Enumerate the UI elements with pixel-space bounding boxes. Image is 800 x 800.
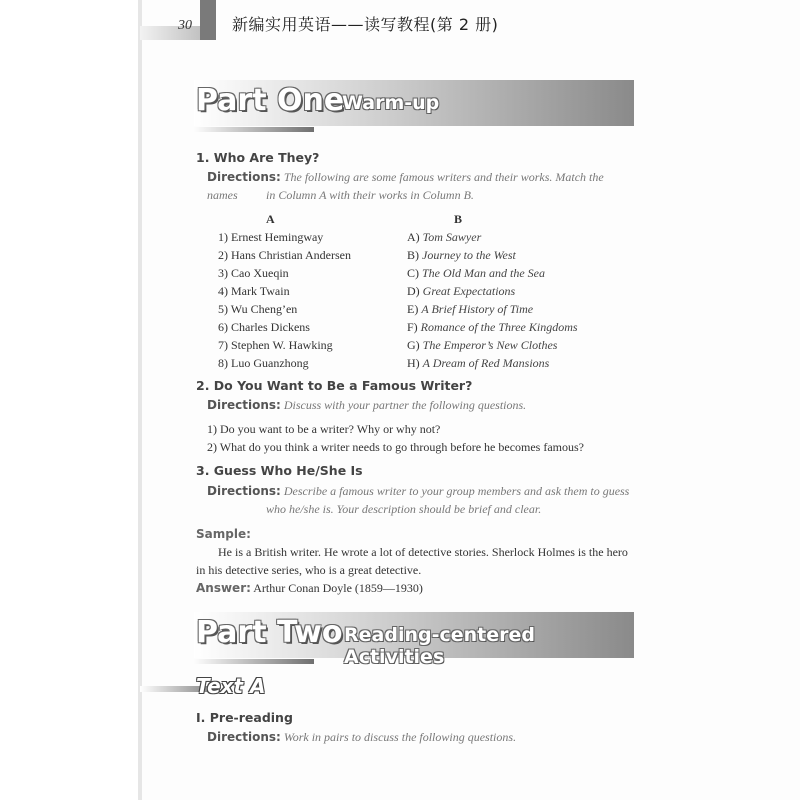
page-number: 30 xyxy=(178,18,192,33)
part-two-subtitle: Reading-centered Activities xyxy=(344,624,535,668)
directions-text: Discuss with your partner the following questions. xyxy=(283,398,527,412)
directions-label: Directions: xyxy=(207,730,281,744)
column-b-header: B xyxy=(454,212,463,226)
pre-reading-directions xyxy=(207,728,516,746)
header-vertical-bar xyxy=(200,0,216,40)
work-title: Great Expectations xyxy=(422,284,516,298)
directions-line1: The following are some famous writers and their works. Match the names xyxy=(207,170,604,202)
work-item xyxy=(407,338,557,353)
work-item xyxy=(407,248,516,263)
answer-text: Arthur Conan Doyle (1859—1930) xyxy=(253,581,423,595)
work-letter: H) xyxy=(407,356,420,370)
work-title: A Brief History of Time xyxy=(421,302,534,316)
directions-line1: Describe a famous writer to your group members and ask them to guess xyxy=(283,484,630,498)
writer-item: 3) Cao Xueqin xyxy=(218,266,289,280)
work-letter: B) xyxy=(407,248,419,262)
work-item xyxy=(407,230,481,245)
work-letter: E) xyxy=(407,302,419,316)
writer-item: 5) Wu Cheng’en xyxy=(218,302,298,316)
question-item: 1) Do you want to be a writer? Why or why not? xyxy=(207,422,441,436)
work-title: The Emperor’s New Clothes xyxy=(422,338,558,352)
work-letter: D) xyxy=(407,284,420,298)
answer-line xyxy=(196,579,423,597)
sample-label: Sample: xyxy=(196,527,251,541)
section3-directions xyxy=(207,482,637,500)
directions-label: Directions: xyxy=(207,398,281,412)
section1-directions-cont xyxy=(266,186,474,204)
work-item xyxy=(407,284,515,299)
work-letter: C) xyxy=(407,266,419,280)
column-a-header: A xyxy=(266,212,275,226)
book-title: 新编实用英语——读写教程(第 2 册) xyxy=(232,15,499,34)
sample-line1: He is a British writer. He wrote a lot of detective stories. Sherlock Holmes is the hero xyxy=(218,545,628,559)
part-two-banner xyxy=(194,612,634,668)
work-item xyxy=(407,302,533,317)
work-title: Journey to the West xyxy=(422,248,516,262)
section2-directions xyxy=(207,396,526,414)
banner-underline xyxy=(194,127,314,132)
pre-reading-title: I. Pre-reading xyxy=(196,710,293,725)
part-one-banner xyxy=(194,80,634,126)
page-binding-edge xyxy=(138,0,142,800)
work-item xyxy=(407,266,545,281)
work-title: Romance of the Three Kingdoms xyxy=(420,320,578,334)
work-item xyxy=(407,320,578,335)
work-letter: G) xyxy=(407,338,420,352)
section3-directions-cont xyxy=(266,500,541,518)
directions-label: Directions: xyxy=(207,484,281,498)
work-item xyxy=(407,356,549,371)
directions-label: Directions: xyxy=(207,170,281,184)
writer-item: 2) Hans Christian Andersen xyxy=(218,248,351,262)
directions-text: Work in pairs to discuss the following questions. xyxy=(283,730,517,744)
writer-item: 4) Mark Twain xyxy=(218,284,290,298)
work-letter: A) xyxy=(407,230,420,244)
header-gradient-bar xyxy=(140,26,206,40)
part-two-label: Part Two xyxy=(196,615,343,650)
directions-line2: who he/she is. Your description should be brief and clear. xyxy=(266,502,542,516)
work-letter: F) xyxy=(407,320,418,334)
writer-item: 8) Luo Guanzhong xyxy=(218,356,309,370)
writer-item: 6) Charles Dickens xyxy=(218,320,310,334)
writer-item: 1) Ernest Hemingway xyxy=(218,230,324,244)
section3-title: 3. Guess Who He/She Is xyxy=(196,463,363,478)
sample-line2: in his detective series, who is a great detective. xyxy=(196,563,422,577)
work-title: Tom Sawyer xyxy=(422,230,482,244)
banner-underline xyxy=(194,659,314,664)
answer-label: Answer: xyxy=(196,581,251,595)
work-title: The Old Man and the Sea xyxy=(422,266,545,280)
directions-line2: in Column A with their works in Column B. xyxy=(266,188,474,202)
part-one-label: Part One xyxy=(196,83,345,118)
section2-title: 2. Do You Want to Be a Famous Writer? xyxy=(196,378,473,393)
part-one-subtitle: Warm-up xyxy=(342,92,440,114)
section1-title: 1. Who Are They? xyxy=(196,150,320,165)
text-a-heading: Text A xyxy=(196,674,266,698)
writer-item: 7) Stephen W. Hawking xyxy=(218,338,333,352)
question-item: 2) What do you think a writer needs to go through before he becomes famous? xyxy=(207,440,585,454)
work-title: A Dream of Red Mansions xyxy=(422,356,550,370)
